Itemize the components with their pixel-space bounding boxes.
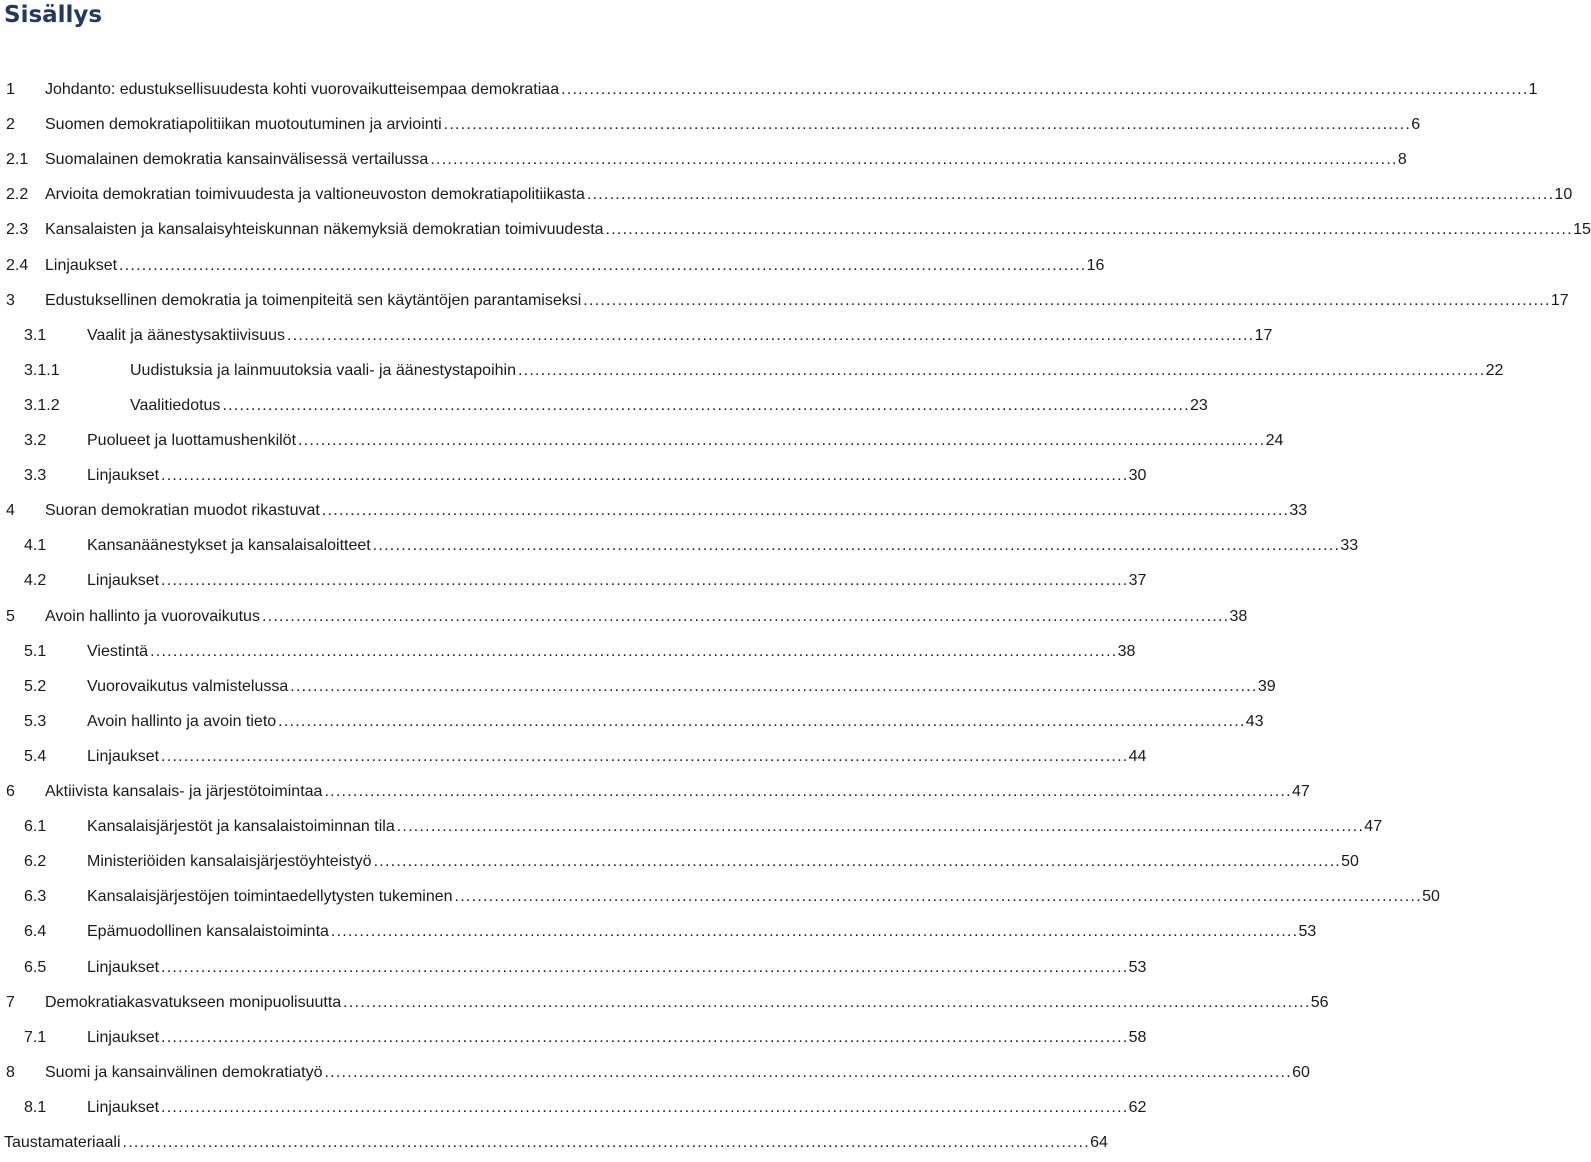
toc-entry-number: 5.1 <box>24 642 47 660</box>
toc-entry-title: Avoin hallinto ja vuorovaikutus <box>45 607 260 625</box>
toc-entry[interactable] <box>6 500 1308 522</box>
toc-entry-number: 7 <box>6 993 15 1011</box>
toc-entry-page: 53 <box>1298 923 1317 941</box>
toc-entry[interactable] <box>24 641 1136 663</box>
toc-entry[interactable] <box>24 570 1147 592</box>
toc-entry-page: 16 <box>1086 256 1105 274</box>
toc-entry[interactable] <box>24 1097 1147 1119</box>
toc-entry-number: 2.1 <box>6 151 29 169</box>
toc-entry-title: Linjaukset <box>87 1098 160 1116</box>
toc-entry[interactable] <box>24 465 1147 487</box>
toc-entry-number: 3.2 <box>24 432 47 449</box>
toc-entry-page: 60 <box>1292 1063 1310 1081</box>
toc-entry-title: Aktiivista kansalais- ja järjestötoimintaa <box>45 783 323 800</box>
toc-entry-title: Suoran demokratian muodot rikastuvat <box>45 502 320 520</box>
toc-entry-page: 1 <box>1528 81 1538 98</box>
toc-dot-leader <box>373 535 1338 557</box>
toc-entry-page: 15 <box>1573 221 1591 239</box>
toc-entry-title: Demokratiakasvatukseen monipuolisuutta <box>45 993 342 1011</box>
toc-entry-number: 8 <box>6 1063 15 1081</box>
toc-entry-page: 33 <box>1289 502 1308 520</box>
toc-entry[interactable] <box>24 430 1284 452</box>
toc-entry-page: 50 <box>1422 888 1440 906</box>
toc-entry-title: Linjaukset <box>87 467 160 485</box>
page-title: Sisällys <box>4 2 103 28</box>
toc-entry-title: Johdanto: edustuksellisuudesta kohti vuorovaikutteisempaa demokratiaa <box>45 81 560 98</box>
toc-entry-page: 56 <box>1310 993 1329 1011</box>
toc-entry-number: 4.2 <box>24 572 47 590</box>
toc-entry-title: Suomen demokratiapolitiikan muotoutuminen ja arviointi <box>45 116 442 134</box>
toc-dot-leader <box>119 255 1084 277</box>
toc-dot-leader <box>262 606 1227 628</box>
toc-entry-page: 30 <box>1128 467 1147 485</box>
toc-dot-leader <box>455 886 1420 908</box>
toc-entry-number: 5.2 <box>24 677 47 695</box>
toc-entry-number: 2.2 <box>6 186 29 204</box>
toc-entry-number: 3 <box>6 291 15 309</box>
toc-dot-leader <box>298 430 1263 452</box>
toc-entry-page: 50 <box>1341 853 1359 871</box>
toc-entry-title: Vaalit ja äänestysaktiivisuus <box>87 326 286 344</box>
toc-entry-page: 17 <box>1254 326 1273 344</box>
toc-dot-leader <box>561 79 1526 101</box>
toc-dot-leader <box>161 465 1126 487</box>
toc-entry[interactable] <box>24 816 1383 838</box>
toc-entry-number: 6.1 <box>24 818 47 836</box>
toc-dot-leader <box>430 149 1395 171</box>
toc-entry-title: Arvioita demokratian toimivuudesta ja valtioneuvoston demokratiapolitiikasta <box>45 186 585 204</box>
toc-entry-page: 6 <box>1411 116 1421 134</box>
toc-entry-page: 44 <box>1128 747 1147 765</box>
toc-entry-page: 39 <box>1257 677 1276 695</box>
toc-entry[interactable] <box>6 79 1538 101</box>
toc-entry-page: 37 <box>1128 572 1147 590</box>
toc-entry-title: Vuorovaikutus valmistelussa <box>87 677 289 695</box>
toc-entry-number: 7.1 <box>24 1028 47 1046</box>
toc-entry-number: 3.1 <box>24 326 47 344</box>
toc-entry[interactable] <box>6 290 1569 312</box>
toc-entry[interactable] <box>6 114 1421 136</box>
toc-entry[interactable] <box>6 1062 1310 1084</box>
toc-dot-leader <box>123 1132 1088 1154</box>
toc-entry-number: 4 <box>6 502 15 520</box>
toc-dot-leader <box>161 957 1126 979</box>
toc-entry[interactable] <box>24 325 1273 347</box>
toc-entry-number: 2 <box>6 116 15 134</box>
toc-entry-title: Kansalaisjärjestöjen toimintaedellytysten tukeminen <box>87 888 453 906</box>
toc-dot-leader <box>324 1062 1289 1084</box>
toc-entry-title: Linjaukset <box>87 572 160 590</box>
toc-dot-leader <box>444 114 1409 136</box>
toc-entry-number: 3.1.2 <box>24 396 60 414</box>
toc-entry[interactable] <box>24 921 1317 943</box>
toc-entry-title: Edustuksellinen demokratia ja toimenpiteitä sen käytäntöjen parantamiseksi <box>45 291 582 309</box>
toc-dot-leader <box>161 570 1126 592</box>
toc-entry-number: 2.4 <box>6 256 29 274</box>
toc-dot-leader <box>222 395 1187 417</box>
toc-entry-page: 38 <box>1117 642 1136 660</box>
toc-entry-number: 5 <box>6 607 15 625</box>
toc-entry[interactable] <box>24 851 1359 873</box>
toc-entry-number: 8.1 <box>24 1098 47 1116</box>
toc-entry-title: Kansalaisjärjestöt ja kansalaistoiminnan tila <box>87 818 395 836</box>
toc-entry-page: 47 <box>1364 818 1383 836</box>
toc-entry-title: Viestintä <box>87 642 149 660</box>
toc-entry-number: 5.3 <box>24 712 47 730</box>
toc-entry-title: Linjaukset <box>87 958 160 976</box>
toc-entry-title: Puolueet ja luottamushenkilöt <box>87 432 297 449</box>
toc-entry-title: Ministeriöiden kansalaisjärjestöyhteistyö <box>87 853 372 871</box>
toc-dot-leader <box>322 500 1287 522</box>
toc-entry-title: Vaalitiedotus <box>130 396 221 414</box>
toc-dot-leader <box>161 746 1126 768</box>
toc-entry-title: Avoin hallinto ja avoin tieto <box>87 712 277 730</box>
toc-entry-page: 17 <box>1550 291 1569 309</box>
toc-dot-leader <box>287 325 1252 347</box>
toc-entry[interactable] <box>24 711 1264 733</box>
toc-entry[interactable] <box>4 1132 1108 1154</box>
toc-entry-page: 38 <box>1229 607 1248 625</box>
toc-entry-page: 33 <box>1340 537 1359 555</box>
toc-dot-leader <box>331 921 1296 943</box>
toc-entry-title: Kansalaisten ja kansalaisyhteiskunnan näkemyksiä demokratian toimivuudesta <box>45 221 604 239</box>
toc-entry-number: 3.3 <box>24 467 47 485</box>
toc-entry-page: 64 <box>1090 1134 1108 1151</box>
toc-entry[interactable] <box>24 886 1440 908</box>
toc-entry-page: 24 <box>1265 432 1284 449</box>
toc-dot-leader <box>587 184 1552 206</box>
toc-dot-leader <box>583 290 1548 312</box>
toc-entry-page: 8 <box>1397 151 1407 169</box>
toc-entry-number: 6 <box>6 783 15 800</box>
toc-dot-leader <box>324 781 1289 803</box>
toc-entry-number: 6.3 <box>24 888 47 906</box>
toc-entry-title: Linjaukset <box>87 1028 160 1046</box>
toc-entry[interactable] <box>6 992 1329 1014</box>
toc-entry-page: 62 <box>1128 1098 1147 1116</box>
toc-dot-leader <box>278 711 1243 733</box>
toc-entry-page: 10 <box>1554 186 1573 204</box>
toc-entry[interactable] <box>6 184 1573 206</box>
toc-entry-page: 43 <box>1245 712 1264 730</box>
toc-entry-title: Suomi ja kansainvälinen demokratiatyö <box>45 1063 323 1081</box>
toc-entry-title: Linjaukset <box>45 256 118 274</box>
toc-entry-number: 6.5 <box>24 958 47 976</box>
toc-entry-number: 2.3 <box>6 221 29 239</box>
toc-entry-number: 6.2 <box>24 853 47 871</box>
toc-entry-title: Taustamateriaali <box>4 1134 121 1151</box>
toc-entry-page: 22 <box>1485 361 1504 379</box>
toc-entry-page: 23 <box>1190 396 1208 414</box>
toc-entry[interactable] <box>24 957 1147 979</box>
toc-entry[interactable] <box>24 746 1147 768</box>
toc-entry[interactable] <box>6 149 1407 171</box>
toc-dot-leader <box>150 641 1115 663</box>
toc-entry[interactable] <box>6 606 1248 628</box>
toc-entry[interactable] <box>6 781 1310 803</box>
toc-entry[interactable] <box>6 219 1591 241</box>
toc-entry-title: Epämuodollinen kansalaistoiminta <box>87 923 329 941</box>
toc-entry-number: 4.1 <box>24 537 47 555</box>
toc-entry[interactable] <box>6 255 1105 277</box>
toc-entry-title: Kansanäänestykset ja kansalaisaloitteet <box>87 537 371 555</box>
toc-entry-title: Uudistuksia ja lainmuutoksia vaali- ja äänestystapoihin <box>130 361 516 379</box>
toc-dot-leader <box>518 360 1483 382</box>
toc-dot-leader <box>606 219 1571 241</box>
toc-entry-title: Suomalainen demokratia kansainvälisessä vertailussa <box>45 151 429 169</box>
toc-entry-title: Linjaukset <box>87 747 160 765</box>
toc-dot-leader <box>161 1027 1126 1049</box>
toc-entry[interactable] <box>24 395 1208 417</box>
toc-entry[interactable] <box>24 535 1359 557</box>
toc-entry-number: 5.4 <box>24 747 47 765</box>
toc-dot-leader <box>290 676 1255 698</box>
toc-entry-number: 1 <box>6 81 15 98</box>
toc-dot-leader <box>161 1097 1126 1119</box>
toc-dot-leader <box>374 851 1339 873</box>
toc-dot-leader <box>343 992 1308 1014</box>
toc-entry-page: 58 <box>1128 1028 1147 1046</box>
toc-entry-page: 53 <box>1128 958 1147 976</box>
toc-entry-number: 6.4 <box>24 923 47 941</box>
toc-entry[interactable] <box>24 360 1504 382</box>
toc-entry-number: 3.1.1 <box>24 361 60 379</box>
toc-entry[interactable] <box>24 1027 1147 1049</box>
toc-entry[interactable] <box>24 676 1276 698</box>
toc-entry-page: 47 <box>1292 783 1310 800</box>
toc-dot-leader <box>397 816 1362 838</box>
